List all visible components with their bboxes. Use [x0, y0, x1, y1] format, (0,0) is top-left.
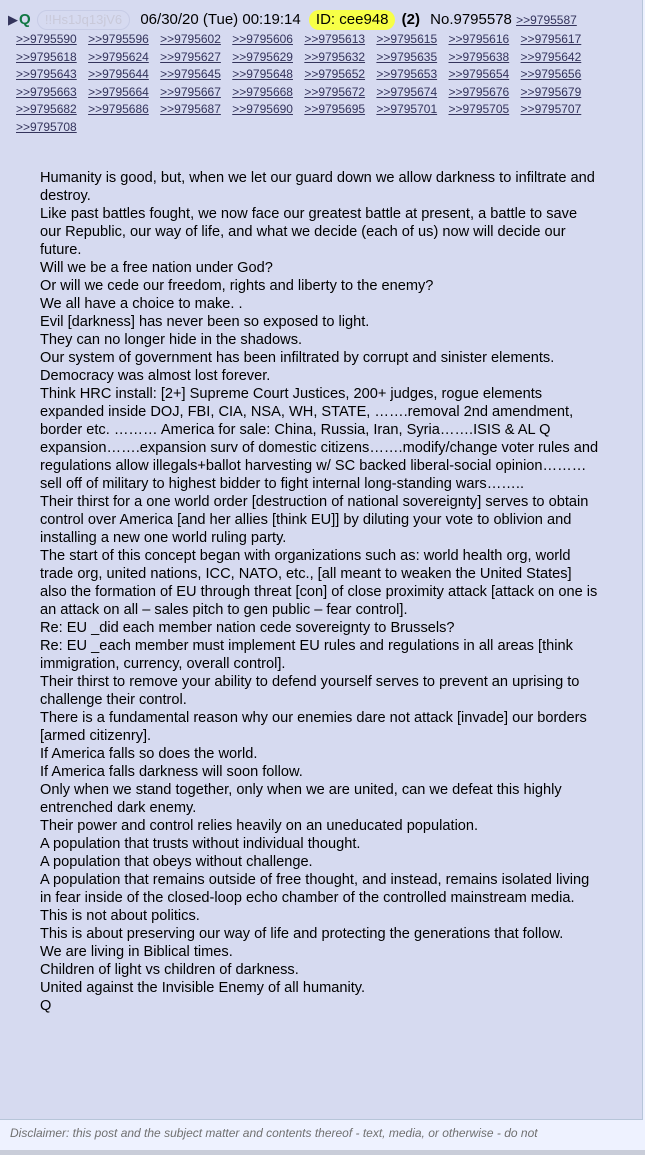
reply-ref-link[interactable]: >>9795705: [448, 102, 510, 117]
reply-ref-link[interactable]: >>9795629: [232, 49, 293, 64]
reply-ref-link[interactable]: >>9795654: [448, 67, 510, 82]
post-menu-arrow-icon[interactable]: ▶: [8, 12, 18, 27]
reply-ref-link[interactable]: >>9795686: [88, 102, 149, 117]
post-body-line: We are living in Biblical times.: [40, 944, 233, 960]
post-body-line: Like past battles fought, we now face our greatest battle at present, a battle to save our Republic, our way of life, and what we decide (each of us) now will decide our future.: [40, 206, 578, 258]
poster-name: Q: [19, 11, 31, 28]
reply-ref-link[interactable]: >>9795596: [88, 32, 149, 46]
tripcode: !!Hs1Jq13jV6: [37, 10, 130, 30]
reply-ref-link[interactable]: >>9795615: [376, 32, 438, 46]
reply-ref-link[interactable]: >>9795676: [448, 84, 510, 99]
reply-ref-link[interactable]: >>9795667: [160, 84, 221, 99]
post-body-line: A population that obeys without challenge.: [40, 854, 313, 870]
post-body-line: Their power and control relies heavily on an uneducated population.: [40, 818, 479, 834]
post-body-line: A population that remains outside of free thought, and instead, remains isolated living in fear inside of the closed-loop echo chamber of the controlled mainstream media.: [40, 872, 590, 906]
reply-ref-link[interactable]: >>9795674: [376, 84, 438, 99]
reply-ref-link[interactable]: >>9795708: [16, 119, 77, 134]
reply-ref-link[interactable]: >>9795695: [304, 102, 366, 117]
post-body-line: A population that trusts without individual thought.: [40, 836, 361, 852]
reply-ref-link[interactable]: >>9795602: [160, 32, 221, 46]
post-date: 06/30/20 (Tue) 00:19:14: [140, 11, 301, 28]
reply-ref-link[interactable]: >>9795627: [160, 49, 221, 64]
reply-ref-link[interactable]: >>9795618: [16, 49, 77, 64]
post-body-line: This is not about politics.: [40, 908, 200, 924]
post-body-line: There is a fundamental reason why our enemies dare not attack [invade] our borders [armed citizenry].: [40, 710, 587, 744]
post-body-line: Our system of government has been infiltrated by corrupt and sinister elements.: [40, 350, 555, 366]
reply-ref-link[interactable]: >>9795679: [520, 84, 582, 99]
post-body-line: Re: EU _each member must implement EU rules and regulations in all areas [think immigration, currency, overall control].: [40, 638, 573, 672]
reply-ref-link[interactable]: >>9795687: [160, 102, 221, 117]
post-body-line: They can no longer hide in the shadows.: [40, 332, 303, 348]
reply-ref-link[interactable]: >>9795663: [16, 84, 77, 99]
post-body-line: Only when we stand together, only when we are united, can we defeat this highly entrenched dark enemy.: [40, 782, 562, 816]
post-body-line: If America falls so does the world.: [40, 746, 258, 762]
post-body-line: Or will we cede our freedom, rights and liberty to the enemy?: [40, 278, 434, 294]
reply-ref-link[interactable]: >>9795590: [16, 32, 77, 46]
reply-ref-link[interactable]: >>9795672: [304, 84, 366, 99]
post-body-line: The start of this concept began with organizations such as: world health org, world trade org, united nations, ICC, NATO, etc., [all meant to weaken the United States] also the formation of EU through threat [con] of close proximity attack [attack on one is an attack on all – sales pitch to gen public – fear control].: [40, 548, 598, 618]
reply-ref-link[interactable]: >>9795668: [232, 84, 293, 99]
post-body-line: Q: [40, 998, 52, 1014]
post-body-line: Re: EU _did each member nation cede sovereignty to Brussels?: [40, 620, 455, 636]
post-body-line: We all have a choice to make. .: [40, 296, 243, 312]
post-body: [40, 169, 600, 1015]
reply-ref-link[interactable]: >>9795643: [16, 67, 77, 82]
reply-ref-link[interactable]: >>9795653: [376, 67, 438, 82]
reply-ref-link[interactable]: >>9795617: [520, 32, 582, 46]
reply-ref-link[interactable]: >>9795648: [232, 67, 293, 82]
post-body-line: Humanity is good, but, when we let our guard down we allow darkness to infiltrate and destroy.: [40, 170, 595, 204]
reply-ref-link[interactable]: >>9795701: [376, 102, 438, 117]
post-body-line: Will we be a free nation under God?: [40, 260, 273, 276]
reply-ref-link[interactable]: >>9795613: [304, 32, 366, 46]
reply-ref-link[interactable]: >>9795642: [520, 49, 582, 64]
reply-ref-link[interactable]: >>9795682: [16, 102, 77, 117]
reply-ref-link[interactable]: >>9795664: [88, 84, 149, 99]
post-body-line: This is about preserving our way of life and protecting the generations that follow.: [40, 926, 564, 942]
page-divider: [0, 1150, 645, 1155]
post-header: [8, 9, 633, 31]
reply-ref-link[interactable]: >>9795656: [520, 67, 582, 82]
poster-id-badge[interactable]: ID: cee948: [309, 10, 396, 30]
reply-ref-link[interactable]: >>9795624: [88, 49, 149, 64]
post-body-line: Their thirst to remove your ability to defend yourself serves to prevent an uprising to challenge their control.: [40, 674, 580, 708]
post-body-line: United against the Invisible Enemy of all humanity.: [40, 980, 366, 996]
reply-ref-link[interactable]: >>9795635: [376, 49, 438, 64]
post-body-line: Democracy was almost lost forever.: [40, 368, 271, 384]
post-body-line: Children of light vs children of darkness.: [40, 962, 299, 978]
post-number-link[interactable]: No.9795578: [430, 11, 512, 28]
post-body-line: If America falls darkness will soon follow.: [40, 764, 303, 780]
reply-ref-link[interactable]: >>9795638: [448, 49, 510, 64]
post-body-line: Their thirst for a one world order [destruction of national sovereignty] serves to obtain control over America [and her allies [think EU]] by diluting your vote to oblivion and installing a new one world ruling party.: [40, 494, 589, 546]
reply-ref-link[interactable]: >>9795707: [520, 102, 582, 117]
reply-ref-link[interactable]: >>9795616: [448, 32, 510, 46]
reply-ref-link[interactable]: >>9795645: [160, 67, 221, 82]
reply-ref-link[interactable]: >>9795652: [304, 67, 366, 82]
reply-ref-link[interactable]: >>9795632: [304, 49, 366, 64]
reply-ref-link[interactable]: >>9795587: [516, 13, 577, 27]
post-body-line: Think HRC install: [2+] Supreme Court Justices, 200+ judges, rogue elements expanded inside DOJ, FBI, CIA, NSA, WH, STATE, …….removal 2nd amendment, border etc. ……… America for sale: China, Russia, Iran, Syria…….ISIS & AL Q expansion…….expansion surv of domestic citizens…….modify/change voter rules and regulations allow illegals+ballot harvesting w/ SC backed liberal-social opinion………sell off of military to highest bidder to fight internal long-standing wars……..: [40, 386, 599, 492]
disclaimer-text: Disclaimer: this post and the subject matter and contents thereof - text, media, or otherwise - do not: [10, 1126, 538, 1140]
id-post-count: (2): [401, 11, 420, 28]
reply-ref-link[interactable]: >>9795606: [232, 32, 293, 46]
post-body-line: Evil [darkness] has never been so exposed to light.: [40, 314, 370, 330]
reply-refs-list: [16, 31, 631, 137]
reply-ref-link[interactable]: >>9795690: [232, 102, 293, 117]
reply-ref-link[interactable]: >>9795644: [88, 67, 149, 82]
